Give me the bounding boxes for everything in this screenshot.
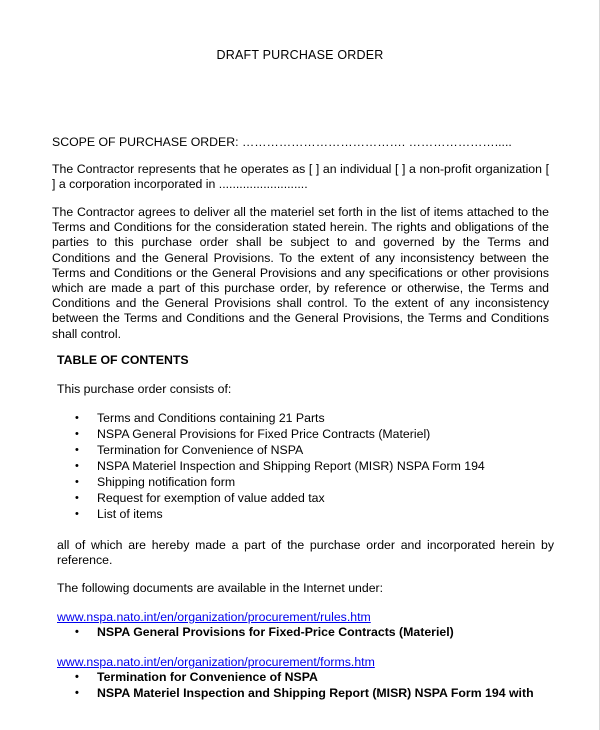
list-item-label: NSPA General Provisions for Fixed Price Contracts (Materiel) — [97, 427, 431, 441]
forms-list-item — [57, 669, 318, 685]
bullet-icon: • — [75, 626, 79, 638]
forms-link[interactable]: www.nspa.nato.int/en/organization/procurement/forms.htm — [57, 655, 375, 669]
incorporated-paragraph: all of which are hereby made a part of the purchase order and incorporated herein by reference. — [57, 538, 554, 568]
list-item — [57, 490, 485, 506]
contractor-agreement-paragraph: The Contractor agrees to deliver all the materiel set forth in the list of items attached to the Terms and Conditions for the consideration stated herein. The rights and obligations of the parties to this purchase order shall be subject to and governed by the Terms and Conditions and the General Provisions. To the extent of any inconsistency between the Terms and Conditions or the General Provisions and any specifications or other provisions which are made a part of this purchase order, by reference or otherwise, the Terms and Conditions and the General Provisions shall control. To the extent of any inconsistency between the Terms and Conditions and the General Provisions, the Terms and Conditions shall control. — [52, 205, 549, 341]
list-item — [57, 474, 485, 490]
contractor-representation-paragraph: The Contractor represents that he operates as [ ] an individual [ ] a non-profit organization [ ] a corporation incorporated in .......................... — [52, 162, 549, 192]
list-item — [57, 506, 485, 522]
list-item-label: Request for exemption of value added tax — [97, 491, 325, 505]
rules-list-item — [57, 624, 454, 640]
list-item-label: Termination for Convenience of NSPA — [97, 443, 304, 457]
contents-list — [57, 410, 485, 522]
bullet-icon: • — [75, 412, 79, 424]
bullet-icon: • — [75, 687, 79, 699]
scope-line: SCOPE OF PURCHASE ORDER: …………………………………. …………………..... — [52, 135, 512, 149]
rules-item-label: NSPA General Provisions for Fixed-Price Contracts (Materiel) — [97, 625, 454, 639]
bullet-icon: • — [75, 444, 79, 456]
list-item — [57, 426, 485, 442]
list-item-label: Terms and Conditions containing 21 Parts — [97, 411, 325, 425]
list-item — [57, 458, 485, 474]
forms-item-label: NSPA Materiel Inspection and Shipping Report (MISR) NSPA Form 194 with — [97, 686, 534, 700]
rules-link[interactable]: www.nspa.nato.int/en/organization/procurement/rules.htm — [57, 610, 371, 624]
list-item-label: List of items — [97, 507, 163, 521]
bullet-icon: • — [75, 460, 79, 472]
forms-item-label: Termination for Convenience of NSPA — [97, 670, 318, 684]
list-item — [57, 442, 485, 458]
list-item — [57, 410, 485, 426]
forms-list-item — [57, 685, 534, 701]
bullet-icon: • — [75, 428, 79, 440]
toc-heading: TABLE OF CONTENTS — [57, 353, 189, 367]
available-text: The following documents are available in the Internet under: — [57, 581, 384, 595]
list-item-label: Shipping notification form — [97, 475, 236, 489]
bullet-icon: • — [75, 508, 79, 520]
bullet-icon: • — [75, 671, 79, 683]
document-title: DRAFT PURCHASE ORDER — [216, 48, 384, 62]
list-item-label: NSPA Materiel Inspection and Shipping Report (MISR) NSPA Form 194 — [97, 459, 485, 473]
bullet-icon: • — [75, 492, 79, 504]
consists-of-text: This purchase order consists of: — [57, 382, 232, 396]
bullet-icon: • — [75, 476, 79, 488]
